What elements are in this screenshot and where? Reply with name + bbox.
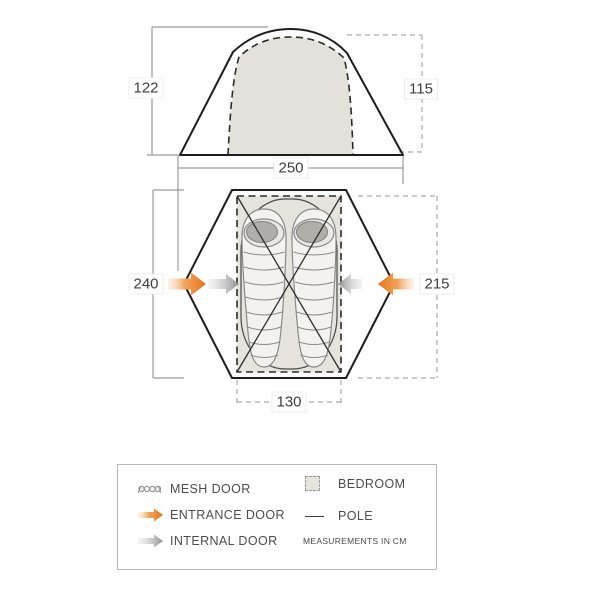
bedroom-icon — [305, 476, 338, 491]
internal-door-icon — [137, 534, 170, 548]
legend-label-internal-door: INTERNAL DOOR — [170, 534, 278, 548]
legend-label-entrance-door: ENTRANCE DOOR — [170, 508, 285, 522]
legend-row-note — [303, 536, 407, 546]
mesh-door-icon — [137, 484, 170, 495]
entrance-door-arrow-right — [378, 273, 414, 296]
legend-row-entrance-door — [137, 508, 285, 522]
legend-row-internal-door — [137, 534, 278, 548]
entrance-door-icon — [137, 508, 170, 522]
bedroom-elevation — [228, 37, 353, 155]
dim-label-bedroom-width: 130 — [271, 392, 306, 413]
dim-label-inner-height: 115 — [404, 79, 438, 100]
legend-measurements-note: MEASUREMENTS IN CM — [303, 536, 407, 546]
legend-row-mesh-door — [137, 482, 251, 496]
legend-row-pole — [305, 509, 373, 523]
dim-label-width: 250 — [273, 158, 308, 179]
legend-label-mesh-door: MESH DOOR — [170, 482, 251, 496]
pole-icon — [305, 516, 338, 517]
dim-label-inner-length: 215 — [419, 274, 454, 295]
legend-label-bedroom: BEDROOM — [338, 476, 406, 491]
floor-plan-view — [153, 190, 437, 404]
internal-door-arrow-left — [208, 274, 239, 294]
legend-row-bedroom — [305, 476, 405, 491]
dim-label-length: 240 — [128, 274, 163, 295]
legend — [117, 464, 437, 570]
dim-label-front-height: 122 — [128, 78, 163, 99]
legend-label-pole: POLE — [338, 509, 373, 523]
